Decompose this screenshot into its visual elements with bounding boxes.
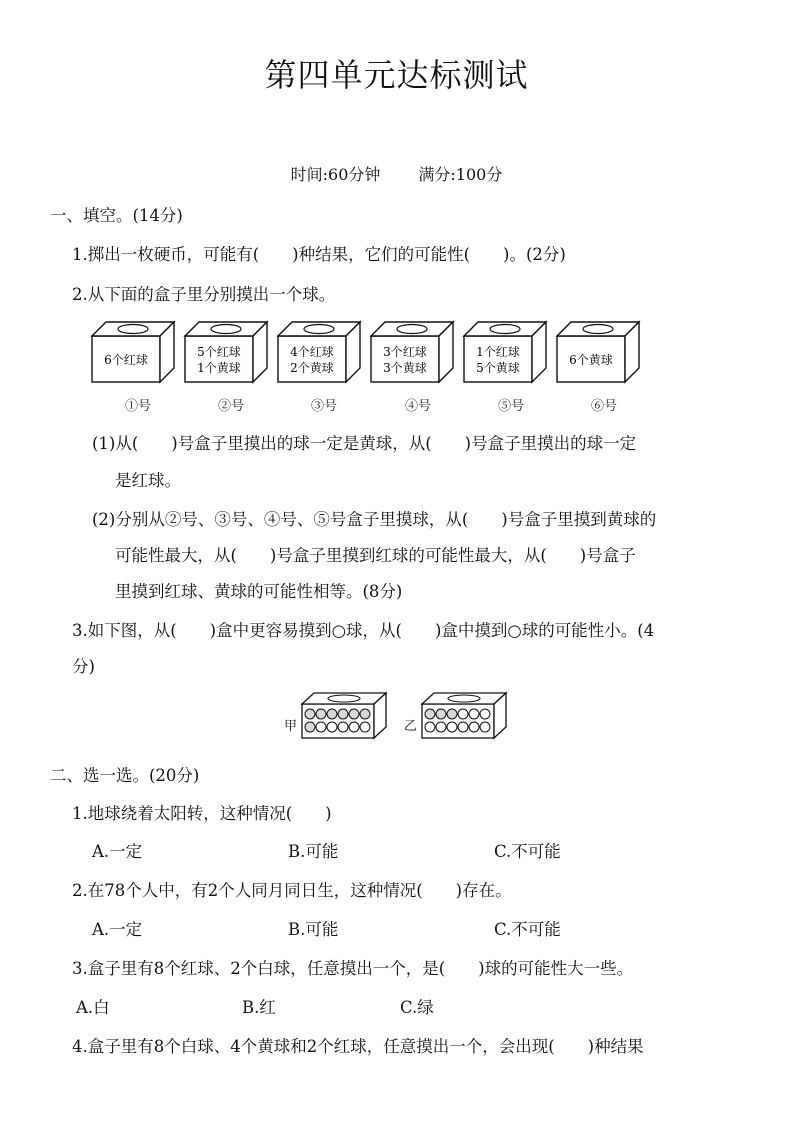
ball (360, 722, 370, 732)
question-1-1: 1.掷出一枚硬币，可能有( )种结果，它们的可能性( )。(2分) (72, 245, 566, 264)
ball (436, 722, 446, 732)
box-6-line1: 6个黄球 (569, 353, 613, 367)
question-2-3-option-b: B.红 (242, 998, 276, 1017)
ball (349, 709, 359, 719)
ball-box-4 (371, 322, 453, 382)
ball-box-1 (92, 322, 174, 382)
box-jia-figure (300, 690, 390, 740)
box-label-1: ①号 (124, 399, 151, 414)
ball (447, 709, 457, 719)
ball (316, 722, 326, 732)
box-label-4: ④号 (404, 399, 431, 414)
box-2-line1: 5个红球 (197, 345, 241, 359)
ball (349, 722, 359, 732)
full-score: 满分:100分 (418, 165, 503, 184)
box-5-line2: 5个黄球 (476, 361, 520, 375)
ball (425, 709, 435, 719)
box-1-line1: 6个红球 (104, 353, 148, 367)
box-4-line2: 3个黄球 (383, 361, 427, 375)
question-2-1-option-a: A.一定 (92, 842, 143, 861)
question-1-2-2a: (2)分别从②号、③号、④号、⑤号盒子里摸球，从( )号盒子里摸到黄球的 (92, 510, 657, 529)
box-label-5: ⑤号 (497, 399, 524, 414)
question-1-2-1b: 是红球。 (115, 471, 181, 490)
question-2-1-option-c: C.不可能 (494, 842, 561, 861)
question-2-2-option-b: B.可能 (288, 920, 339, 939)
question-2-2-option-c: C.不可能 (494, 920, 561, 939)
exam-meta (0, 162, 793, 185)
box-label-3: ③号 (310, 399, 337, 414)
ball-box-3 (278, 322, 360, 382)
ball-box-5 (464, 322, 546, 382)
question-2-3-option-a: A.白 (76, 998, 110, 1017)
question-2-3-option-c: C.绿 (400, 998, 434, 1017)
question-2-4: 4.盒子里有8个白球、4个黄球和2个红球，任意摸出一个，会出现( )种结果 (72, 1037, 644, 1056)
six-boxes-figure (88, 318, 658, 390)
ball (458, 722, 468, 732)
ball (480, 722, 490, 732)
question-1-3b: 分) (72, 657, 95, 676)
box-label-2: ②号 (217, 399, 244, 414)
box-3-line2: 2个黄球 (290, 361, 334, 375)
section2-heading: 二、选一选。(20分) (50, 766, 200, 785)
box-4-line1: 3个红球 (383, 345, 427, 359)
ball (436, 709, 446, 719)
question-2-3: 3.盒子里有8个红球、2个白球，任意摸出一个，是( )球的可能性大一些。 (72, 959, 634, 978)
box-label-6: ⑥号 (590, 399, 617, 414)
ball (469, 709, 479, 719)
ball (338, 722, 348, 732)
question-1-2-2b: 可能性最大，从( )号盒子里摸到红球的可能性最大，从( )号盒子 (115, 546, 636, 565)
question-1-2-1a: (1)从( )号盒子里摸出的球一定是黄球，从( )号盒子里摸出的球一定 (92, 434, 637, 453)
ball (338, 709, 348, 719)
box-yi-figure (420, 690, 510, 740)
time-limit: 时间:60分钟 (290, 165, 381, 184)
ball-box-6 (557, 322, 639, 382)
page-title: 第四单元达标测试 (264, 56, 529, 94)
box-jia-label: 甲 (284, 719, 298, 734)
question-2-1: 1.地球绕着太阳转，这种情况( ) (72, 804, 332, 823)
question-1-3a: 3.如下图，从( )盒中更容易摸到○球，从( )盒中摸到○球的可能性小。(4 (72, 621, 655, 640)
box-5-line1: 1个红球 (476, 345, 520, 359)
ball (458, 709, 468, 719)
ball-box-2 (185, 322, 267, 382)
ball (316, 709, 326, 719)
question-2-2-option-a: A.一定 (92, 920, 143, 939)
ball (425, 722, 435, 732)
ball (360, 709, 370, 719)
ball (480, 709, 490, 719)
ball (327, 722, 337, 732)
question-1-2: 2.从下面的盒子里分别摸出一个球。 (72, 285, 336, 304)
question-2-2: 2.在78个人中，有2个人同月同日生，这种情况( )存在。 (72, 881, 512, 900)
box-yi-label: 乙 (404, 719, 418, 734)
box-2-line2: 1个黄球 (197, 361, 241, 375)
question-1-2-2c: 里摸到红球、黄球的可能性相等。(8分) (115, 582, 403, 601)
ball (305, 722, 315, 732)
ball (469, 722, 479, 732)
box-3-line1: 4个红球 (290, 345, 334, 359)
question-2-1-option-b: B.可能 (288, 842, 339, 861)
ball (447, 722, 457, 732)
section1-heading: 一、填空。(14分) (50, 206, 183, 225)
ball (305, 709, 315, 719)
ball (327, 709, 337, 719)
